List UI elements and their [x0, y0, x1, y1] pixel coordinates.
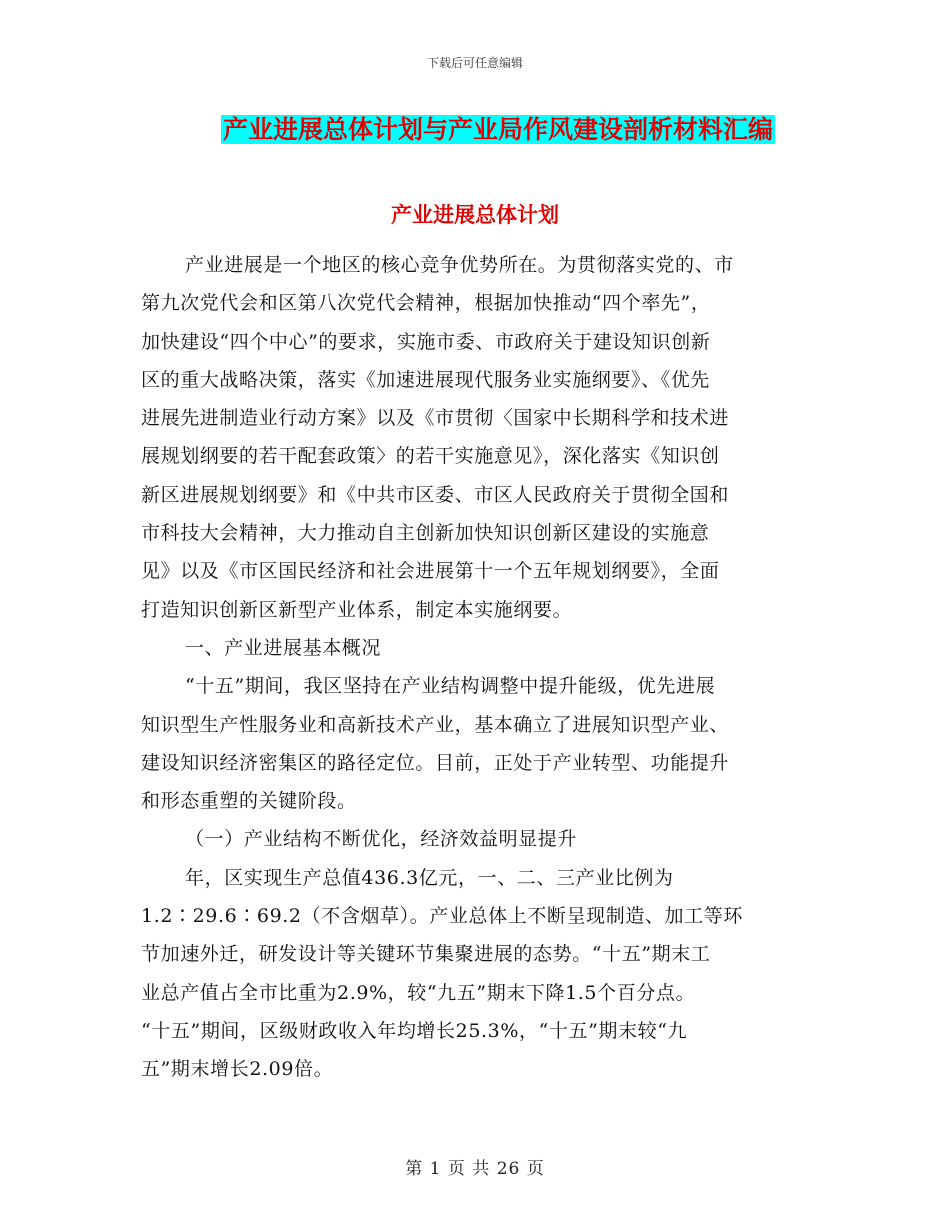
- document-title: [0, 113, 950, 147]
- paragraph-line: 进展先进制造业行动方案》以及《市贯彻〈国家中长期科学和技术进: [141, 407, 730, 430]
- paragraph-line: “十五”期间，我区坚持在产业结构调整中提升能级，优先进展: [185, 675, 716, 698]
- paragraph-line: 建设知识经济密集区的路径定位。目前，正处于产业转型、功能提升: [141, 751, 730, 774]
- paragraph-line: 见》以及《市区国民经济和社会进展第十一个五年规划纲要》，全面: [141, 560, 720, 583]
- paragraph-line: 新区进展规划纲要》和《中共市区委、市区人民政府关于贯彻全国和: [141, 483, 730, 506]
- paragraph-line: 市科技大会精神，大力推动自主创新加快知识创新区建设的实施意: [141, 522, 710, 545]
- header-note: 下载后可任意编辑: [426, 56, 523, 70]
- page-footer: 第 1 页 共 26 页: [405, 1159, 545, 1179]
- paragraph-line: 产业进展是一个地区的核心竞争优势所在。为贯彻落实党的、市: [185, 254, 734, 276]
- document-title-highlight: 产业进展总体计划与产业局作风建设剖析材料汇编: [222, 115, 773, 144]
- paragraph-line: 和形态重塑的关键阶段。: [141, 790, 357, 813]
- section-title: 产业进展总体计划: [391, 203, 559, 227]
- subsection-heading: 一、产业进展基本概况: [185, 636, 382, 659]
- paragraph-line: 加快建设“四个中心”的要求，实施市委、市政府关于建设知识创新: [141, 330, 711, 353]
- paragraph-line: 区的重大战略决策，落实《加速进展现代服务业实施纲要》、《优先: [141, 368, 711, 391]
- paragraph-line: 业总产值占全市比重为2.9%，较“九五”期末下降1.5个百分点。: [141, 981, 696, 1004]
- paragraph-line: 年，区实现生产总值436.3亿元，一、二、三产业比例为: [185, 866, 674, 889]
- paragraph-line: 五”期末增长2.09倍。: [141, 1058, 334, 1081]
- subsection-heading: （一）产业结构不断优化，经济效益明显提升: [185, 828, 578, 851]
- paragraph-line: 第九次党代会和区第八次党代会精神，根据加快推动“四个率先”，: [141, 292, 711, 315]
- paragraph-line: 展规划纲要的若干配套政策〉的若干实施意见》，深化落实《知识创: [141, 445, 720, 468]
- paragraph-line: 1.2∶29.6∶69.2（不含烟草）。产业总体上不断呈现制造、加工等环: [141, 905, 743, 928]
- paragraph-line: “十五”期间，区级财政收入年均增长25.3%，“十五”期末较“九: [141, 1019, 688, 1042]
- body-text: [141, 246, 805, 1089]
- paragraph-line: 知识型生产性服务业和高新技术产业，基本确立了进展知识型产业、: [141, 713, 730, 736]
- paragraph-line: 打造知识创新区新型产业体系，制定本实施纲要。: [141, 598, 573, 621]
- paragraph-line: 节加速外迁，研发设计等关键环节集聚进展的态势。“十五”期末工: [141, 943, 711, 966]
